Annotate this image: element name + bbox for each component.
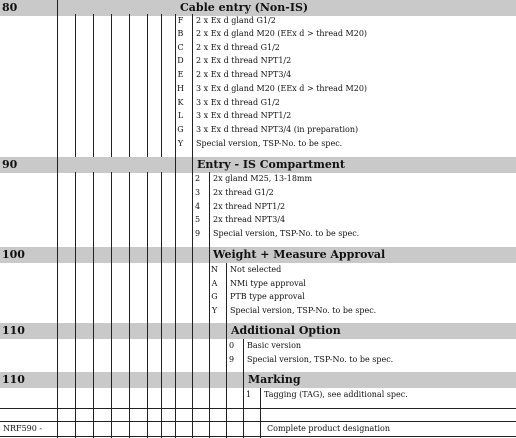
footer-mid-rule — [0, 421, 516, 422]
column-divider — [260, 388, 261, 438]
section-number: 110 — [2, 324, 25, 337]
section-title: Marking — [248, 373, 301, 386]
option-text: 3 x Ex d thread G1/2 — [196, 98, 280, 107]
option-code: H — [177, 84, 184, 93]
section-title: Cable entry (Non-IS) — [180, 1, 309, 14]
option-code: 2 — [194, 174, 201, 183]
option-text: Special version, TSP-No. to be spec. — [196, 139, 343, 148]
option-code: G — [211, 292, 218, 301]
grid-line — [93, 172, 94, 438]
option-text: 2 x Ex d thread NPT3/4 — [196, 70, 292, 79]
grid-line — [161, 172, 162, 438]
section-header-110 — [0, 323, 516, 339]
option-code: 1 — [245, 390, 252, 399]
option-code: F — [177, 16, 184, 25]
column-divider — [243, 339, 244, 438]
grid-line — [161, 14, 162, 157]
column-divider — [226, 263, 227, 438]
section-number: 100 — [2, 248, 25, 261]
section-number: 90 — [2, 158, 18, 171]
option-text: 2 x Ex d thread G1/2 — [196, 43, 280, 52]
footer-top-rule — [0, 408, 516, 409]
option-text: 2x thread NPT3/4 — [213, 215, 286, 224]
option-code: G — [177, 125, 184, 134]
option-text: 2x thread G1/2 — [213, 188, 274, 197]
footer-bottom-rule — [0, 436, 516, 437]
grid-line — [111, 14, 112, 157]
option-code: A — [211, 279, 218, 288]
option-code: 5 — [194, 215, 201, 224]
option-code: 3 — [194, 188, 201, 197]
option-code: Y — [177, 139, 184, 148]
section-header-100 — [0, 247, 516, 263]
grid-line — [147, 14, 148, 157]
option-code: 9 — [194, 229, 201, 238]
option-code: E — [177, 70, 184, 79]
section-header-110-marking — [0, 372, 516, 388]
grid-line — [93, 14, 94, 157]
option-text: Tagging (TAG), see additional spec. — [264, 390, 408, 399]
option-code: N — [211, 265, 218, 274]
option-code: 9 — [228, 355, 235, 364]
complete-designation-label: Complete product designation — [267, 424, 391, 433]
grid-line — [129, 172, 130, 438]
option-code: C — [177, 43, 184, 52]
option-text: 2x thread NPT1/2 — [213, 202, 286, 211]
option-text: 3 x Ex d thread NPT3/4 (in preparation) — [196, 125, 359, 134]
section-title: Weight + Measure Approval — [213, 248, 386, 261]
option-text: NMi type approval — [230, 279, 306, 288]
section-title: Entry - IS Compartment — [197, 158, 345, 171]
option-text: Special version, TSP-No. to be spec. — [213, 229, 360, 238]
option-text: Not selected — [230, 265, 282, 274]
option-text: PTB type approval — [230, 292, 305, 301]
option-text: Special version, TSP-No. to be spec. — [247, 355, 394, 364]
grid-line — [75, 14, 76, 157]
section-number: 80 — [2, 1, 18, 14]
option-text: Special version, TSP-No. to be spec. — [230, 306, 377, 315]
grid-line — [147, 172, 148, 438]
product-code: NRF590 - — [3, 424, 43, 433]
section-number: 110 — [2, 373, 25, 386]
option-text: 2 x Ex d gland G1/2 — [196, 16, 276, 25]
column-divider — [57, 0, 58, 438]
grid-line — [129, 14, 130, 157]
option-text: Basic version — [247, 341, 302, 350]
grid-line — [111, 172, 112, 438]
column-divider — [192, 14, 193, 438]
option-text: 2 x Ex d thread NPT1/2 — [196, 56, 292, 65]
option-code: D — [177, 56, 184, 65]
section-header-90 — [0, 157, 516, 173]
option-code: B — [177, 29, 184, 38]
option-text: 3 x Ex d thread NPT1/2 — [196, 111, 292, 120]
option-text: 3 x Ex d gland M20 (EEx d > thread M20) — [196, 84, 368, 93]
grid-line — [75, 172, 76, 438]
option-code: L — [177, 111, 184, 120]
option-code: 0 — [228, 341, 235, 350]
option-code: 4 — [194, 202, 201, 211]
column-divider — [175, 14, 176, 438]
column-divider — [209, 172, 210, 438]
section-title: Additional Option — [231, 324, 341, 337]
option-code: Y — [211, 306, 218, 315]
option-text: 2x gland M25, 13-18mm — [213, 174, 313, 183]
option-code: K — [177, 98, 184, 107]
option-text: 2 x Ex d gland M20 (EEx d > thread M20) — [196, 29, 368, 38]
